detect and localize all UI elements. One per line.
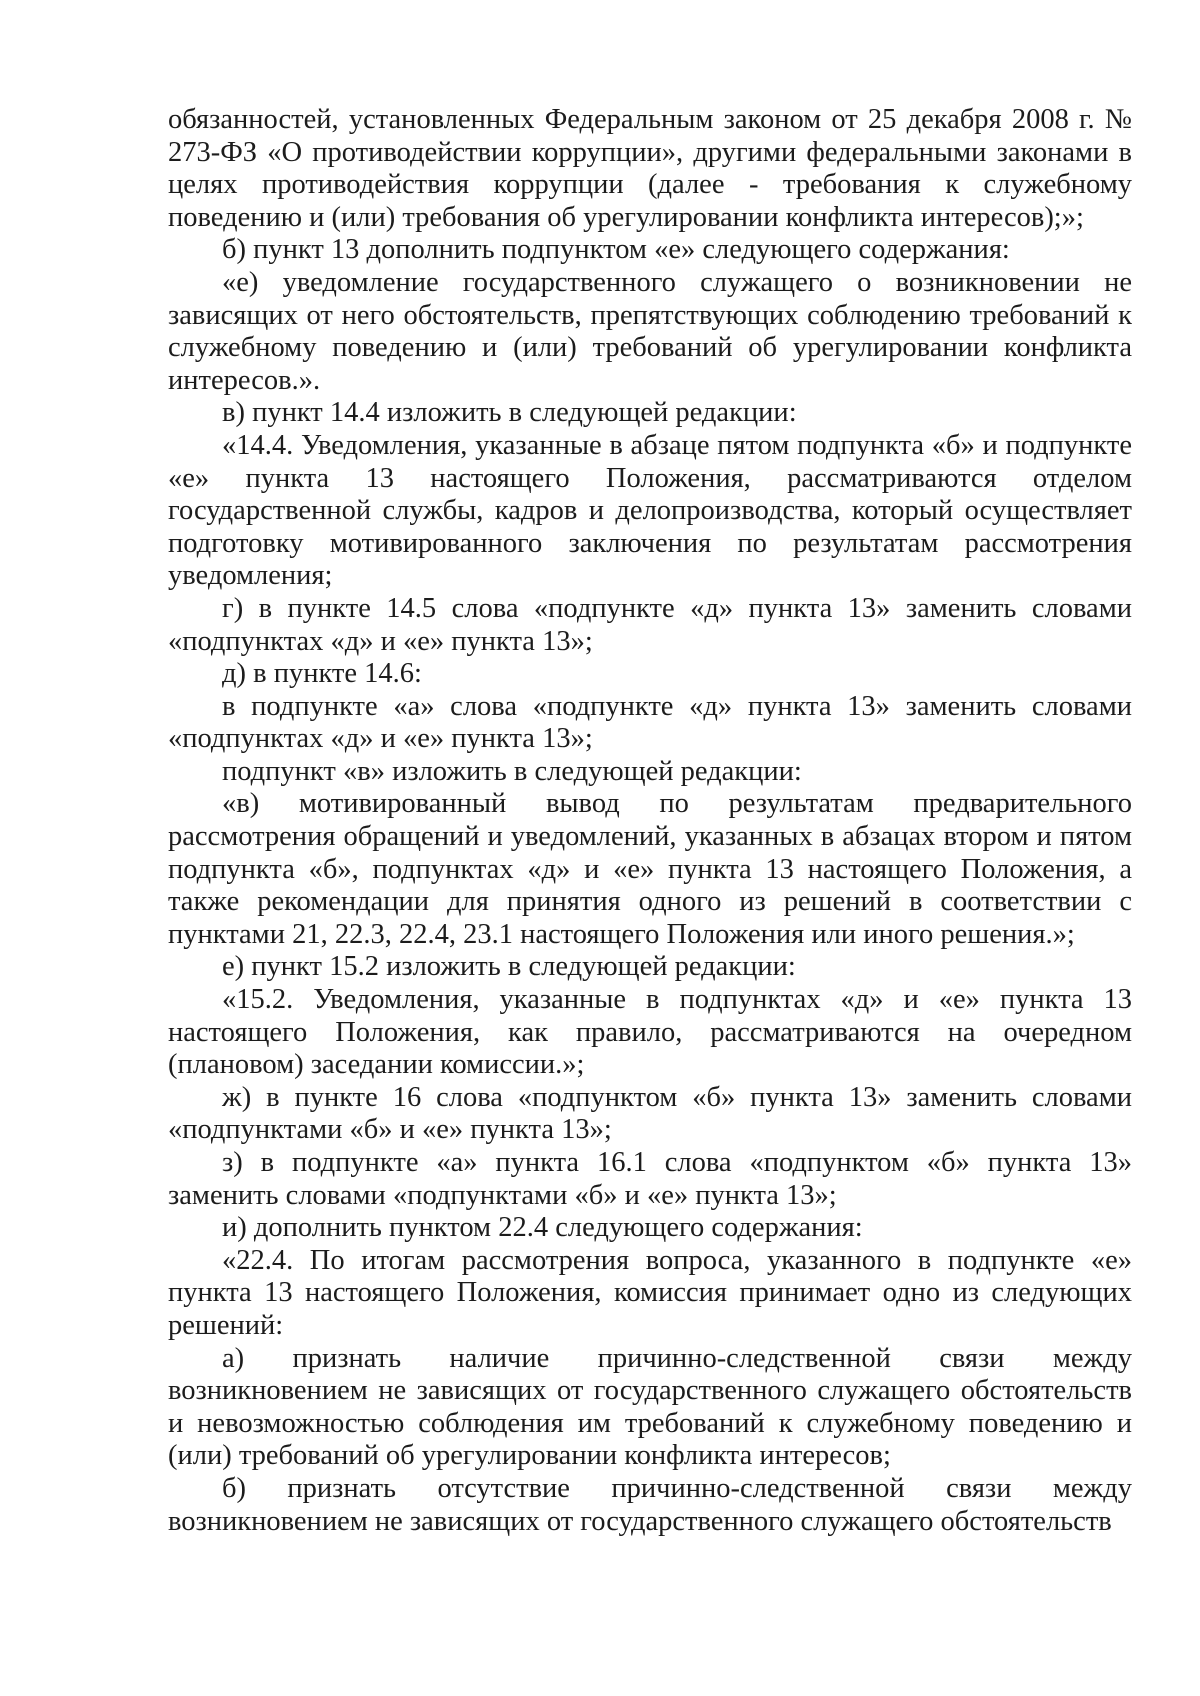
- paragraph-zh: ж) в пункте 16 слова «подпунктом «б» пункта 13» заменить словами «подпунктами «б» и «е» пункта 13»;: [168, 1081, 1132, 1146]
- paragraph-b: б) пункт 13 дополнить подпунктом «е» следующего содержания:: [222, 234, 1010, 266]
- paragraph-v-quote: «в) мотивированный вывод по результатам предварительного рассмотрения обращений и уведомлений, указанных в абзацах втором и пятом подпункта «б», подпунктах «д» и «е» пункта 13 настоящего Положения, а также рекомендации для принятия одного из решений в соответствии с пунктами 21, 22.3, 22.4, 23.1 настоящего Положения или иного решения.»;: [168, 788, 1132, 950]
- paragraph-e-quote: «е) уведомление государственного служащего о возникновении не зависящих от него обстоятельств, препятствующих соблюдению требований к служебному поведению и (или) требований об урегулировании конфликта интересов.».: [168, 266, 1132, 396]
- paragraph-d-sub-a: в подпункте «а» слова «подпункте «д» пункта 13» заменить словами «подпунктах «д» и «е» пункта 13»;: [168, 690, 1132, 755]
- paragraph-d: д) в пункте 14.6:: [222, 658, 422, 690]
- paragraph-z: з) в подпункте «а» пункта 16.1 слова «подпунктом «б» пункта 13» заменить словами «подпунктами «б» и «е» пункта 13»;: [168, 1147, 1132, 1211]
- paragraph-e: е) пункт 15.2 изложить в следующей редакции:: [222, 951, 796, 983]
- paragraph-15-2-quote: «15.2. Уведомления, указанные в подпунктах «д» и «е» пункта 13 настоящего Положения, как правило, рассматриваются на очередном (плановом) заседании комиссии.»;: [168, 984, 1132, 1081]
- paragraph-i: и) дополнить пунктом 22.4 следующего содержания:: [222, 1212, 863, 1244]
- paragraph-14-4-quote: «14.4. Уведомления, указанные в абзаце пятом подпункта «б» и подпункте «е» пункта 13 настоящего Положения, рассматриваются отделом государственной службы, кадров и делопроизводства, который осуществляет подготовку мотивированного заключения по результатам рассмотрения уведомления;: [168, 429, 1132, 592]
- paragraph-v: в) пункт 14.4 изложить в следующей редакции:: [222, 397, 797, 429]
- paragraph-22-4-a: а) признать наличие причинно-следственной связи между возникновением не зависящих от государственного служащего обстоятельств и невозможностью соблюдения им требований к служебному поведению и (или) требований об урегулировании конфликта интересов;: [168, 1342, 1132, 1472]
- paragraph-22-4-b: б) признать отсутствие причинно-следственной связи между возникновением не зависящих от государственного служащего обстоятельств: [168, 1472, 1132, 1537]
- document-page: [168, 104, 1132, 1538]
- paragraph-g: г) в пункте 14.5 слова «подпункте «д» пункта 13» заменить словами «подпунктах «д» и «е» пункта 13»;: [168, 592, 1132, 657]
- paragraph-d-sub-v: подпункт «в» изложить в следующей редакции:: [222, 755, 802, 787]
- paragraph-22-4-quote: «22.4. По итогам рассмотрения вопроса, указанного в подпункте «е» пункта 13 настоящего Положения, комиссия принимает одно из следующих решений:: [168, 1244, 1132, 1341]
- paragraph-continuation: обязанностей, установленных Федеральным законом от 25 декабря 2008 г. № 273-ФЗ «О противодействии коррупции», другими федеральными законами в целях противодействия коррупции (далее - требования к служебному поведению и (или) требования об урегулировании конфликта интересов);»;: [168, 104, 1132, 233]
